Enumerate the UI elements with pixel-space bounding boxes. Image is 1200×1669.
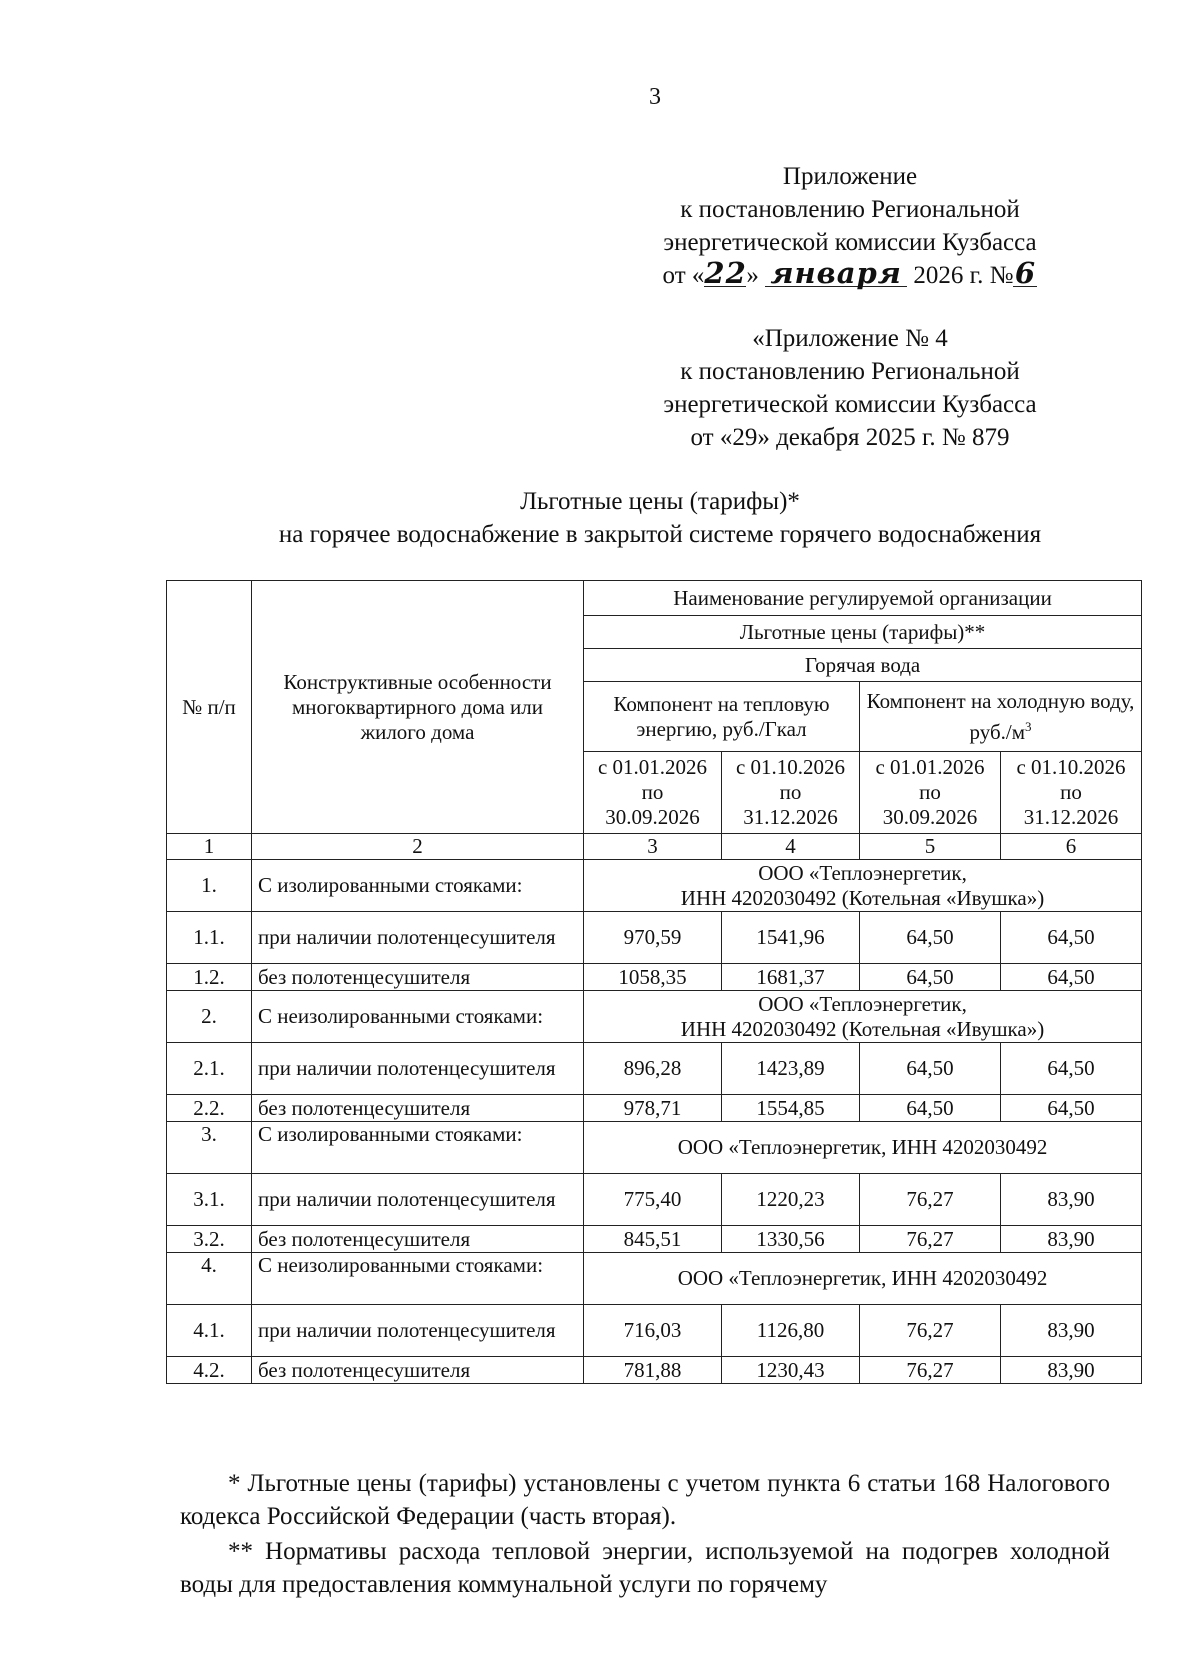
period-end: 31.12.2026: [1023, 805, 1119, 829]
row-number: 4.1.: [167, 1305, 252, 1357]
price-cell: 1126,80: [722, 1305, 860, 1357]
footnote-2: ** Нормативы расхода тепловой энергии, используемой на подогрев холодной воды для предоставления коммунальной услуги по горячему: [180, 1538, 1110, 1598]
price-cell: 1330,56: [722, 1226, 860, 1253]
period-end: 30.09.2026: [882, 805, 978, 829]
row-number: 3.: [167, 1122, 252, 1174]
price-cell: 64,50: [1001, 1095, 1142, 1122]
price-cell: 1681,37: [722, 964, 860, 991]
col-number-4: 4: [722, 834, 860, 860]
price-cell: 83,90: [1001, 1357, 1142, 1384]
appendix4-line-3: энергетической комиссии Кузбасса: [663, 391, 1037, 418]
header-cold-component: [860, 682, 1142, 752]
price-cell: 775,40: [584, 1174, 722, 1226]
price-cell: 1058,35: [584, 964, 722, 991]
organization-line-2: ИНН 4202030492 (Котельная «Ивушка»): [680, 885, 1045, 910]
header-period-3: [860, 752, 1001, 834]
table-row: [167, 1043, 1142, 1095]
price-cell: 1541,96: [722, 912, 860, 964]
row-label: С изолированными стояками:: [252, 1122, 584, 1174]
row-label: при наличии полотенцесушителя: [252, 1305, 584, 1357]
row-label: С неизолированными стояками:: [252, 1253, 584, 1305]
price-cell: 1554,85: [722, 1095, 860, 1122]
header-design: Конструктивные особенности многоквартирного дома или жилого дома: [252, 581, 584, 834]
row-number: 1.1.: [167, 912, 252, 964]
organization-line-1: ООО «Теплоэнергетик, ИНН 4202030492: [677, 1135, 1048, 1159]
row-number: 2.1.: [167, 1043, 252, 1095]
row-label: при наличии полотенцесушителя: [252, 1174, 584, 1226]
period-from: с 01.01.2026: [875, 755, 985, 779]
row-label: С неизолированными стояками:: [252, 991, 584, 1043]
appendix-line-3: энергетической комиссии Кузбасса: [663, 229, 1037, 256]
header-num: № п/п: [167, 581, 252, 834]
col-number-3: 3: [584, 834, 722, 860]
price-cell: 64,50: [1001, 964, 1142, 991]
period-from: с 01.10.2026: [735, 755, 846, 779]
group-row: [167, 1253, 1142, 1305]
price-cell: 1220,23: [722, 1174, 860, 1226]
price-cell: 64,50: [1001, 912, 1142, 964]
table-row: [167, 964, 1142, 991]
table-row: [167, 1174, 1142, 1226]
price-cell: 845,51: [584, 1226, 722, 1253]
appendix4-line-1: «Приложение № 4: [752, 325, 948, 352]
organization-line-1: ООО «Теплоэнергетик,: [758, 860, 967, 885]
period-end: 30.09.2026: [605, 805, 700, 829]
row-label: при наличии полотенцесушителя: [252, 912, 584, 964]
row-label: без полотенцесушителя: [252, 964, 584, 991]
title-line-2: на горячее водоснабжение в закрытой системе горячего водоснабжения: [278, 521, 1042, 548]
row-number: 4.: [167, 1253, 252, 1305]
header-period-4: [1001, 752, 1142, 834]
title-line-1: Льготные цены (тарифы)*: [520, 488, 800, 515]
row-number: 1.: [167, 860, 252, 912]
price-cell: 64,50: [860, 1095, 1001, 1122]
organization-line-2: ИНН 4202030492 (Котельная «Ивушка»): [680, 1016, 1045, 1041]
header-heat-component: Компонент на тепловую энергию, руб./Гкал: [584, 682, 860, 752]
price-cell: 64,50: [1001, 1043, 1142, 1095]
price-cell: 76,27: [860, 1357, 1001, 1384]
price-cell: 896,28: [584, 1043, 722, 1095]
row-number: 4.2.: [167, 1357, 252, 1384]
footnotes: [180, 1467, 1110, 1603]
header-period-2: [722, 752, 860, 834]
col-number-6: 6: [1001, 834, 1142, 860]
organization-cell: [584, 991, 1142, 1043]
organization-cell: [584, 860, 1142, 912]
appendix-line-1: Приложение: [782, 163, 918, 190]
table-row: [167, 1305, 1142, 1357]
row-number: 1.2.: [167, 964, 252, 991]
period-to: по: [1060, 780, 1082, 804]
price-cell: 83,90: [1001, 1174, 1142, 1226]
row-number: 3.1.: [167, 1174, 252, 1226]
date-prefix: от «: [662, 262, 705, 289]
date-mid: »: [746, 262, 766, 289]
row-number: 3.2.: [167, 1226, 252, 1253]
price-cell: 64,50: [860, 964, 1001, 991]
row-label: без полотенцесушителя: [252, 1357, 584, 1384]
handwritten-month: января: [765, 260, 907, 287]
price-cell: 978,71: [584, 1095, 722, 1122]
col-number-2: 2: [252, 834, 584, 860]
period-from: с 01.01.2026: [597, 755, 708, 779]
row-label: С изолированными стояками:: [252, 860, 584, 912]
header-org: Наименование регулируемой организации: [584, 581, 1142, 616]
group-row: [167, 1122, 1142, 1174]
header-prices: Льготные цены (тарифы)**: [584, 616, 1142, 649]
price-cell: 83,90: [1001, 1305, 1142, 1357]
appendix4-line-4: от «29» декабря 2025 г. № 879: [690, 424, 1010, 451]
date-year: 2026 г. №: [907, 262, 1014, 289]
group-row: [167, 860, 1142, 912]
price-cell: 1230,43: [722, 1357, 860, 1384]
price-cell: 781,88: [584, 1357, 722, 1384]
organization-line-1: ООО «Теплоэнергетик,: [758, 991, 967, 1016]
organization-cell: [584, 1122, 1142, 1174]
tariff-table: [166, 580, 1142, 1384]
handwritten-number: 6: [1014, 256, 1037, 290]
cold-component-sup: 3: [1025, 718, 1032, 734]
appendix4-header: [600, 322, 1100, 454]
document-title: [160, 485, 1160, 551]
price-cell: 970,59: [584, 912, 722, 964]
header-period-1: [584, 752, 722, 834]
period-to: по: [779, 780, 802, 804]
row-label: без полотенцесушителя: [252, 1226, 584, 1253]
row-number: 2.2.: [167, 1095, 252, 1122]
footnote-1: * Льготные цены (тарифы) установлены с учетом пункта 6 статьи 168 Налогового кодекса Российской Федерации (часть вторая).: [180, 1470, 1110, 1530]
header-hot-water: Горячая вода: [584, 649, 1142, 682]
price-cell: 76,27: [860, 1305, 1001, 1357]
table-row: [167, 1095, 1142, 1122]
appendix-header: [600, 160, 1100, 292]
price-cell: 64,50: [860, 912, 1001, 964]
table-row: [167, 1226, 1142, 1253]
period-to: по: [919, 780, 941, 804]
price-cell: 64,50: [860, 1043, 1001, 1095]
col-number-1: 1: [167, 834, 252, 860]
period-end: 31.12.2026: [743, 805, 838, 829]
organization-line-1: ООО «Теплоэнергетик, ИНН 4202030492: [677, 1266, 1048, 1290]
period-to: по: [641, 780, 664, 804]
appendix-date-line: [600, 256, 1100, 292]
appendix-line-2: к постановлению Региональной: [680, 196, 1020, 223]
table-row: [167, 912, 1142, 964]
row-label: без полотенцесушителя: [252, 1095, 584, 1122]
price-cell: 1423,89: [722, 1043, 860, 1095]
table-row: [167, 1357, 1142, 1384]
col-number-5: 5: [860, 834, 1001, 860]
period-from: с 01.10.2026: [1016, 755, 1126, 779]
price-cell: 83,90: [1001, 1226, 1142, 1253]
cold-component-text: Компонент на холодную воду, руб./м: [866, 688, 1135, 744]
appendix4-line-2: к постановлению Региональной: [680, 358, 1020, 385]
price-cell: 76,27: [860, 1226, 1001, 1253]
price-cell: 716,03: [584, 1305, 722, 1357]
price-cell: 76,27: [860, 1174, 1001, 1226]
row-label: при наличии полотенцесушителя: [252, 1043, 584, 1095]
page-number: 3: [649, 84, 661, 110]
row-number: 2.: [167, 991, 252, 1043]
handwritten-day: 22: [704, 256, 747, 290]
group-row: [167, 991, 1142, 1043]
organization-cell: [584, 1253, 1142, 1305]
